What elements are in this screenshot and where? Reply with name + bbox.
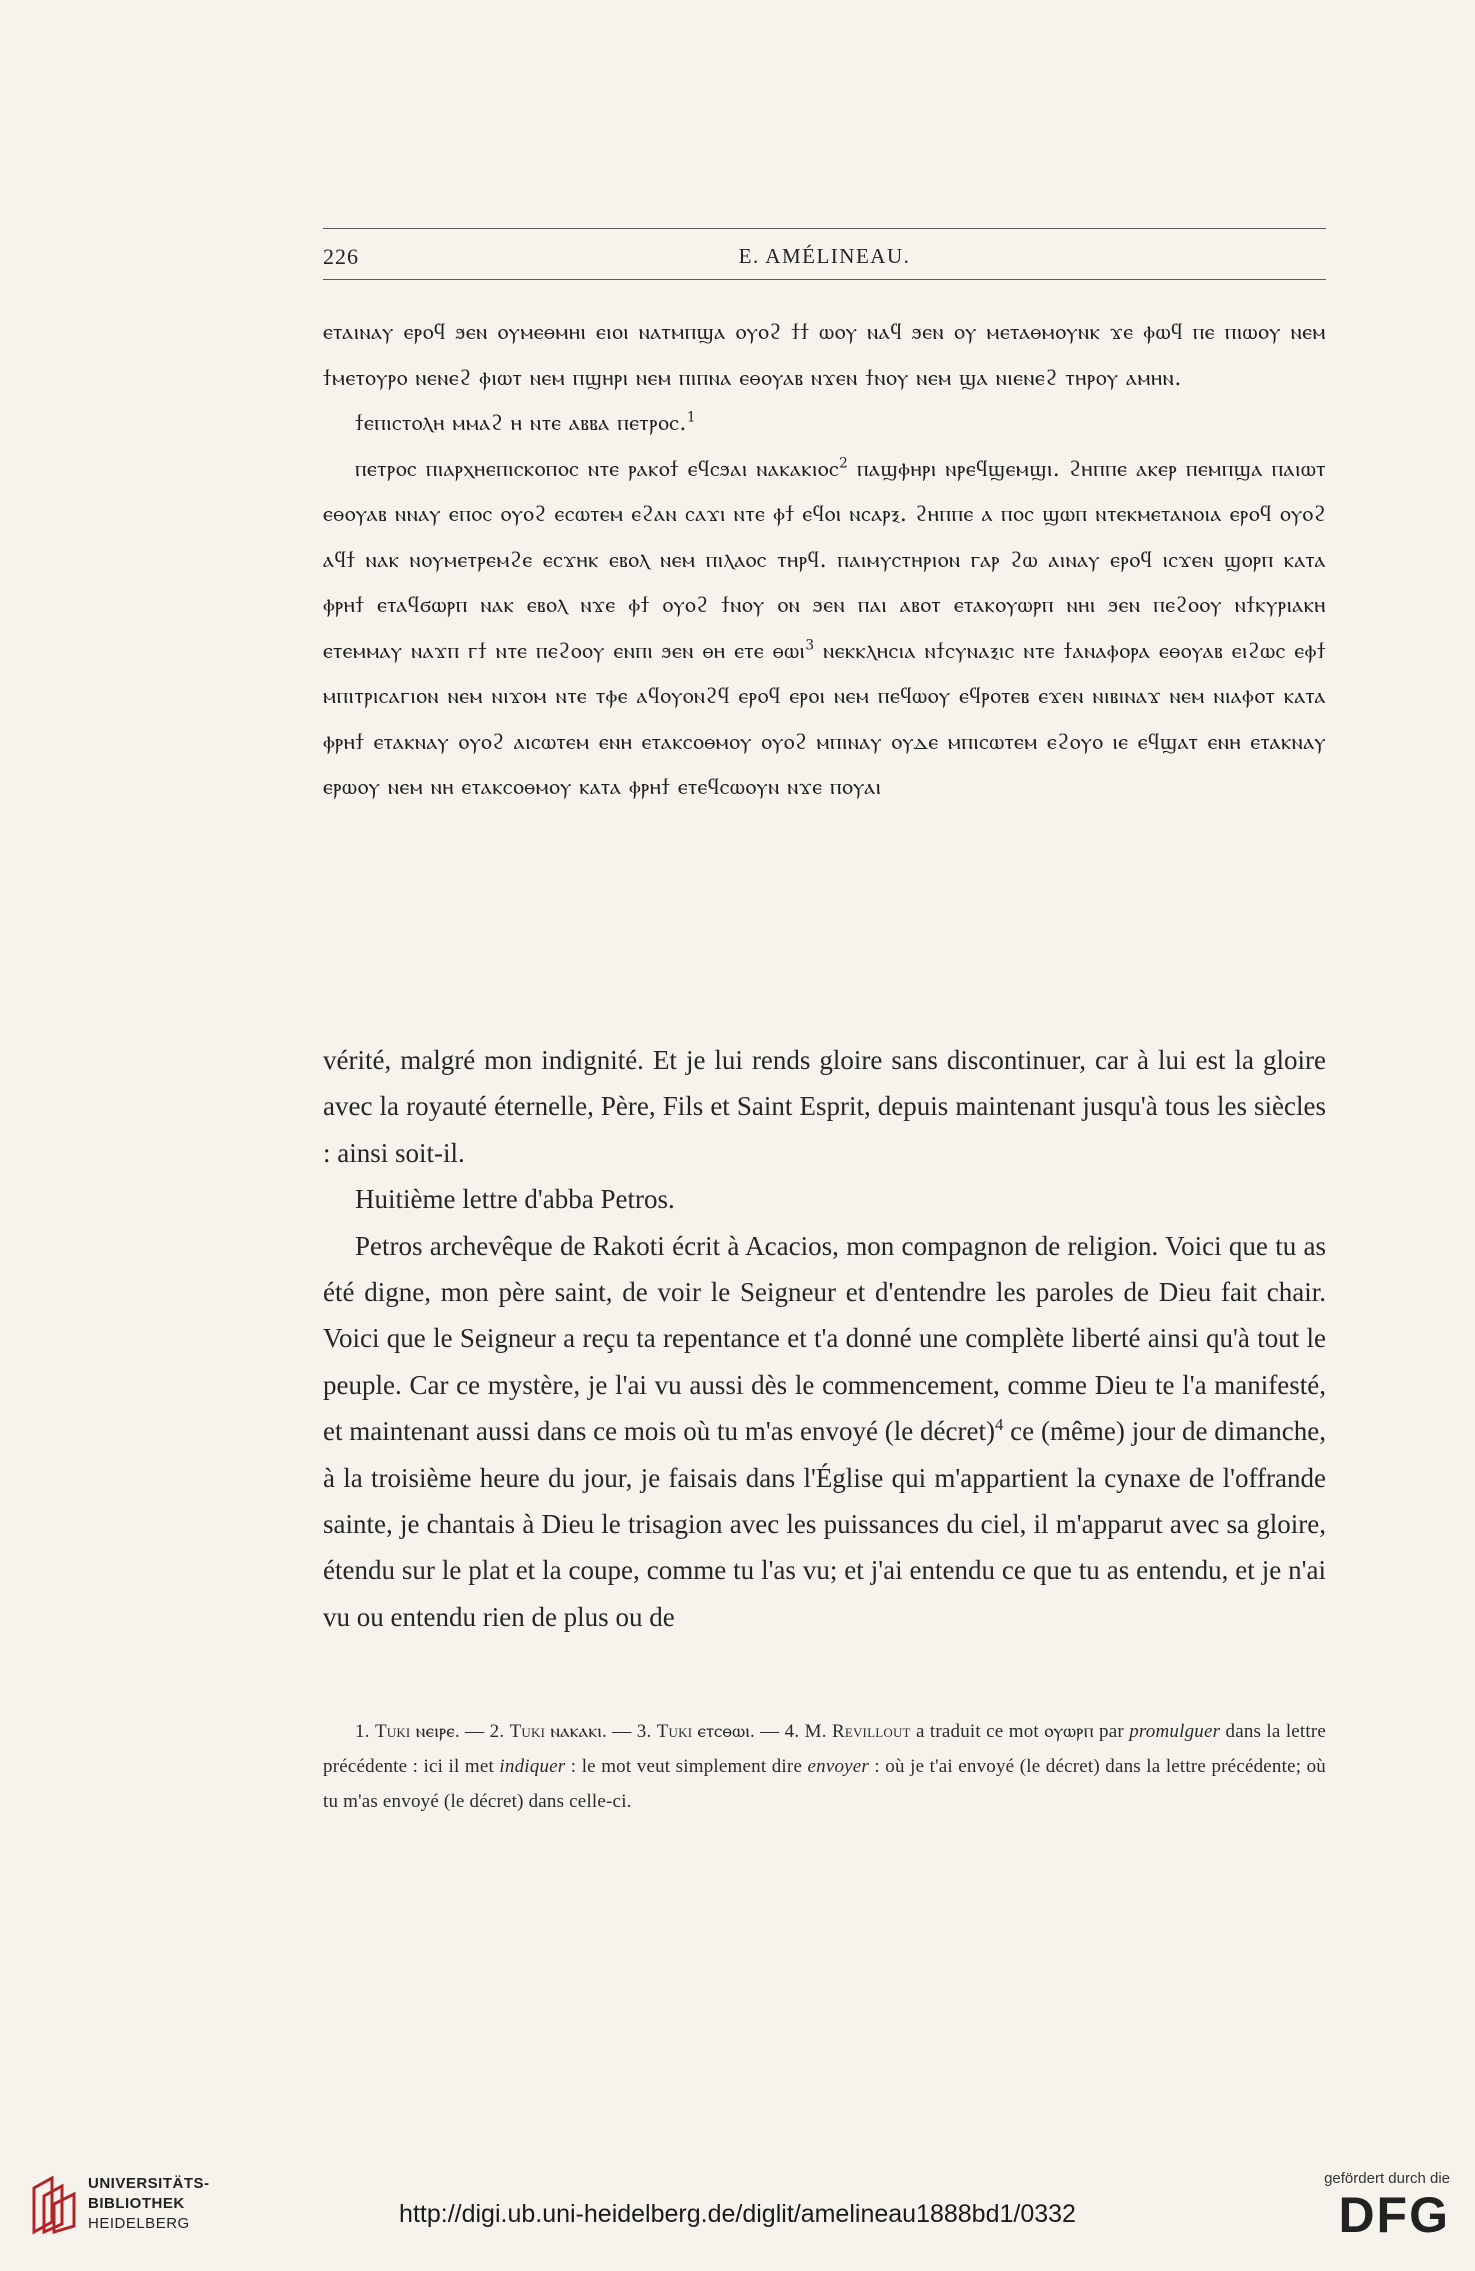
footnote-3-coptic-word: ⲉⲧⲥⲑⲱⲓ bbox=[697, 1721, 750, 1742]
footnotes-paragraph bbox=[323, 1714, 1326, 1819]
footnote-4-term-promulguer: promulguer bbox=[1129, 1721, 1221, 1742]
footnote-ref-4[interactable]: 4 bbox=[995, 1415, 1004, 1435]
footnote-ref-2[interactable]: 2 bbox=[839, 455, 849, 472]
page-number: 226 bbox=[323, 244, 359, 269]
footnote-2-number: 2. bbox=[489, 1721, 505, 1742]
french-paragraph-2-part-a: Petros archevêque de Rakoti écrit à Acacios, mon compagnon de religion. Voici que tu as été digne, mon père saint, de voir le Seigneur et d'entendre les paroles de Dieu fait chair. Voici que le Seigneur a reçu ta repentance et t'a donné une complète liberté ainsi qu'à tout le peuple. Car ce mystère, je l'ai vu aussi dès le commencement, comme Dieu te l'a manifesté, et maintenant aussi dans ce mois où tu m'as envoyé (le décret) bbox=[323, 1230, 1326, 1447]
footnote-separator: . — bbox=[454, 1721, 490, 1742]
french-letter-heading: Huitième lettre d'abba Petros. bbox=[355, 1184, 675, 1215]
footnote-2-coptic-word: ⲛⲁⲕⲁⲕⲓ bbox=[550, 1721, 603, 1742]
footnote-ref-3[interactable]: 3 bbox=[805, 637, 815, 654]
digital-copy-url[interactable]: http://digi.ub.uni-heidelberg.de/diglit/amelineau1888bd1/0332 bbox=[399, 2200, 1076, 2228]
french-paragraph-1: vérité, malgré mon indignité. Et je lui rends gloire sans discontinuer, car à lui est la gloire avec la royauté éternelle, Père, Fils et Saint Esprit, depuis maintenant jusqu'à tous les siècles : ainsi soit-il. bbox=[323, 1045, 1326, 1168]
footnote-4-term-indiquer: indiquer bbox=[499, 1756, 566, 1777]
footnote-4-text: : où je t'ai envoyé (le décret) dans la lettre précédente; où tu m'as envoyé (le décret) dans celle-ci. bbox=[323, 1756, 1327, 1812]
footnote-3-number: 3. bbox=[636, 1721, 652, 1742]
coptic-letter-title bbox=[323, 401, 1326, 447]
library-name-line-3: HEIDELBERG bbox=[88, 2215, 190, 2232]
footnote-4-coptic-word: ⲟⲩⲱⲣⲡ bbox=[1044, 1721, 1094, 1742]
footnote-4-text: par bbox=[1093, 1721, 1130, 1742]
header-rule-bottom bbox=[323, 279, 1326, 280]
footnote-separator: . — bbox=[749, 1721, 785, 1742]
french-paragraph-2 bbox=[323, 1223, 1326, 1641]
footnote-1-number: 1. bbox=[355, 1721, 370, 1742]
footnote-4-text: a traduit ce mot bbox=[910, 1721, 1045, 1742]
coptic-text-block bbox=[323, 310, 1326, 811]
footnote-3-author: Tuki bbox=[656, 1721, 693, 1742]
footnote-4-text: dans la lettre précédente : ici il met bbox=[323, 1721, 1327, 1777]
library-name-line-2: BIBLIOTHEK bbox=[88, 2195, 185, 2212]
footnotes-block bbox=[323, 1714, 1326, 1819]
library-name-line-1: UNIVERSITÄTS- bbox=[88, 2175, 210, 2192]
footnote-4-number: 4. bbox=[784, 1721, 800, 1742]
coptic-paragraph-2-part-c: ⲛⲉⲕⲕⲗⲏⲥⲓⲁ ⲛϯⲥⲩⲛⲁⲝⲓⲥ ⲛⲧⲉ ϯⲁⲛⲁⲫⲟⲣⲁ ⲉⲑⲟⲩⲁⲃ ⲉⲓϩⲱⲥ ⲉⲫϯ ⲙⲡⲓⲧⲣⲓⲥⲁⲅⲓⲟⲛ ⲛⲉⲙ ⲛⲓϫⲟⲙ ⲛⲧⲉ ⲧⲫⲉ ⲁϥⲟⲩⲟⲛϩϥ ⲉⲣⲟϥ ⲉⲣⲟⲓ ⲛⲉⲙ ⲡⲉϥⲱⲟⲩ ⲉϥⲣⲟⲧⲉⲃ ⲉϫⲉⲛ ⲛⲓⲃⲓⲛⲁϫ ⲛⲉⲙ ⲛⲓⲁⲫⲟⲧ ⲕⲁⲧⲁ ⲫⲣⲏϯ ⲉⲧⲁⲕⲛⲁⲩ ⲟⲩⲟϩ ⲁⲓⲥⲱⲧⲉⲙ ⲉⲛⲏ ⲉⲧⲁⲕⲥⲟⲑⲙⲟⲩ ⲟⲩⲟϩ ⲙⲡⲓⲛⲁⲩ ⲟⲩⲇⲉ ⲙⲡⲓⲥⲱⲧⲉⲙ ⲉϩⲟⲩⲟ ⲓⲉ ⲉϥϣⲁⲧ ⲉⲛⲏ ⲉⲧⲁⲕⲛⲁⲩ ⲉⲣⲱⲟⲩ ⲛⲉⲙ ⲛⲏ ⲉⲧⲁⲕⲥⲟⲑⲙⲟⲩ ⲕⲁⲧⲁ ⲫⲣⲏϯ ⲉⲧⲉϥⲥⲱⲟⲩⲛ ⲛϫⲉ ⲡⲟⲩⲁⲓ bbox=[323, 638, 1327, 800]
dfg-funding-logo[interactable] bbox=[1290, 2170, 1450, 2250]
running-title: E. AMÉLINEAU. bbox=[738, 244, 911, 268]
footnote-4-text: : le mot veut simplement dire bbox=[565, 1756, 808, 1777]
coptic-paragraph-2-part-b: ⲡⲁϣⲫⲏⲣⲓ ⲛⲣⲉϥϣⲉⲙϣⲓ. ϩⲏⲡⲡⲉ ⲁⲕⲉⲣ ⲡⲉⲙⲡϣⲁ ⲡⲁⲓⲱⲧ ⲉⲑⲟⲩⲁⲃ ⲛⲛⲁⲩ ⲉⲡⲟⲥ ⲟⲩⲟϩ ⲉⲥⲱⲧⲉⲙ ⲉϩⲁⲛ ⲥⲁϫⲓ ⲛⲧⲉ ⲫϯ ⲉϥⲟⲓ ⲛⲥⲁⲣⲝ. ϩⲏⲡⲡⲉ ⲁ ⲡⲟⲥ ϣⲱⲡ ⲛⲧⲉⲕⲙⲉⲧⲁⲛⲟⲓⲁ ⲉⲣⲟϥ ⲟⲩⲟϩ ⲁϥϯ ⲛⲁⲕ ⲛⲟⲩⲙⲉⲧⲣⲉⲙϩⲉ ⲉⲥϫⲏⲕ ⲉⲃⲟⲗ ⲛⲉⲙ ⲡⲓⲗⲁⲟⲥ ⲧⲏⲣϥ. ⲡⲁⲓⲙⲩⲥⲧⲏⲣⲓⲟⲛ ⲅⲁⲣ ϩⲱ ⲁⲓⲛⲁⲩ ⲉⲣⲟϥ ⲓⲥϫⲉⲛ ϣⲟⲣⲡ ⲕⲁⲧⲁ ⲫⲣⲏϯ ⲉⲧⲁϥϭⲱⲣⲡ ⲛⲁⲕ ⲉⲃⲟⲗ ⲛϫⲉ ⲫϯ ⲟⲩⲟϩ ϯⲛⲟⲩ ⲟⲛ ϧⲉⲛ ⲡⲁⲓ ⲁⲃⲟⲧ ⲉⲧⲁⲕⲟⲩⲱⲣⲡ ⲛⲏⲓ ϧⲉⲛ ⲡⲉϩⲟⲟⲩ ⲛϯⲕⲩⲣⲓⲁⲕⲏ ⲉⲧⲉⲙⲙⲁⲩ ⲛⲁϫⲡ ⲅϯ ⲛⲧⲉ ⲡⲉϩⲟⲟⲩ ⲉⲛⲡⲓ ϧⲉⲛ ⲑⲏ ⲉⲧⲉ ⲑⲱⲓ bbox=[323, 456, 1326, 664]
french-paragraph-2-part-b: ce (même) jour de dimanche, à la troisième heure du jour, je faisais dans l'Église qui m'appartient la cynaxe de l'offrande sainte, je chantais à Dieu le trisagion avec les puissances du ciel, il m'apparut avec sa gloire, étendu sur le plat et la coupe, comme tu l'as vu; et j'ai entendu ce que tu as entendu, et je n'ai vu ou entendu rien de plus ou de bbox=[323, 1416, 1326, 1632]
dfg-logo-text: DFG bbox=[1338, 2187, 1450, 2243]
footnote-4-term-envoyer: envoyer bbox=[807, 1756, 870, 1777]
funding-caption: gefördert durch die bbox=[1324, 2170, 1450, 2187]
footnote-4-prefix: M. bbox=[799, 1721, 832, 1742]
coptic-paragraph-2 bbox=[323, 447, 1326, 811]
footnote-1-author: Tuki bbox=[374, 1721, 411, 1742]
footnote-1-coptic-word: ⲛⲉⲓⲣⲉ bbox=[415, 1721, 455, 1742]
footnote-4-author: Revillout bbox=[831, 1721, 911, 1742]
header-rule-top bbox=[323, 228, 1326, 229]
footnote-2-author: Tuki bbox=[509, 1721, 546, 1742]
running-header bbox=[323, 240, 1326, 276]
footnote-ref-1[interactable]: 1 bbox=[686, 409, 697, 426]
footnote-separator: . — bbox=[602, 1721, 637, 1742]
coptic-paragraph-1: ⲉⲧⲁⲓⲛⲁⲩ ⲉⲣⲟϥ ϧⲉⲛ ⲟⲩⲙⲉⲑⲙⲏⲓ ⲉⲓⲟⲓ ⲛⲁⲧⲙⲡϣⲁ ⲟⲩⲟϩ ϯϯ ⲱⲟⲩ ⲛⲁϥ ϧⲉⲛ ⲟⲩ ⲙⲉⲧⲁⲑⲙⲟⲩⲛⲕ ϫⲉ ⲫⲱϥ ⲡⲉ ⲡⲓⲱⲟⲩ ⲛⲉⲙ ϯⲙⲉⲧⲟⲩⲣⲟ ⲛⲉⲛⲉϩ ⲫⲓⲱⲧ ⲛⲉⲙ ⲡϣⲏⲣⲓ ⲛⲉⲙ ⲡⲓⲡⲛⲁ ⲉⲑⲟⲩⲁⲃ ⲛϫⲉⲛ ϯⲛⲟⲩ ⲛⲉⲙ ϣⲁ ⲛⲓⲉⲛⲉϩ ⲧⲏⲣⲟⲩ ⲁⲙⲏⲛ. bbox=[323, 320, 1326, 391]
coptic-letter-title-text: ϯⲉⲡⲓⲥⲧⲟⲗⲏ ⲙⲙⲁϩ ⲏ ⲛⲧⲉ ⲁⲃⲃⲁ ⲡⲉⲧⲣⲟⲥ. bbox=[355, 411, 687, 436]
french-translation-block bbox=[323, 1037, 1326, 1640]
coptic-paragraph-2-part-a: ⲡⲉⲧⲣⲟⲥ ⲡⲓⲁⲣⲭⲏⲉⲡⲓⲥⲕⲟⲡⲟⲥ ⲛⲧⲉ ⲣⲁⲕⲟϯ ⲉϥⲥϧⲁⲓ ⲛⲁⲕⲁⲕⲓⲟⲥ bbox=[355, 456, 840, 482]
